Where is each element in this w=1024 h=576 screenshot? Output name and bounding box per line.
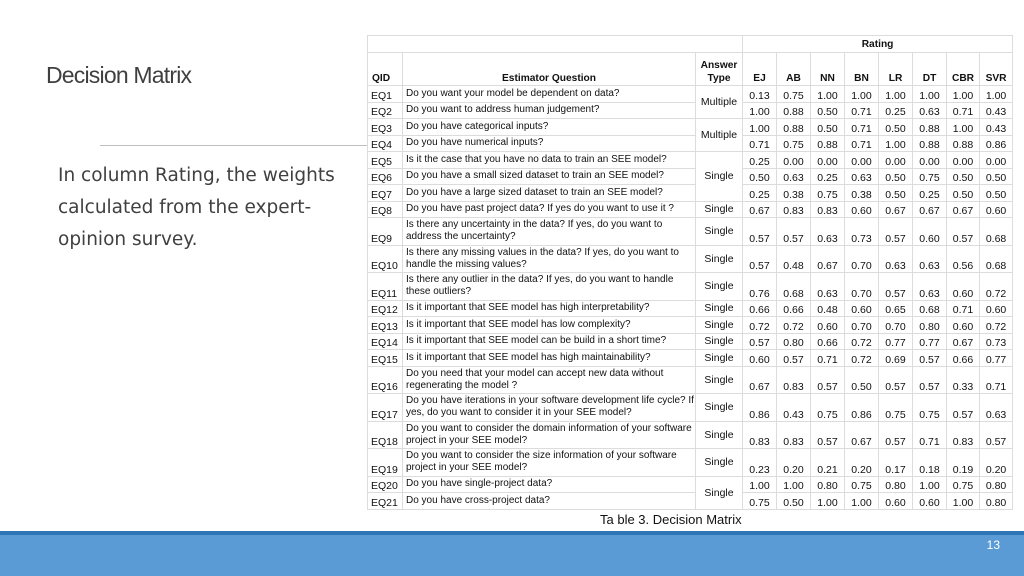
rating-cell: 0.88 bbox=[777, 102, 811, 119]
column-header-bn: BN bbox=[845, 53, 879, 86]
rating-cell: 0.50 bbox=[777, 493, 811, 510]
rating-cell: 0.76 bbox=[743, 273, 777, 301]
rating-cell: 0.88 bbox=[811, 135, 845, 152]
table-row bbox=[368, 185, 1013, 202]
rating-cell: 0.63 bbox=[811, 273, 845, 301]
rating-cell: 0.70 bbox=[845, 245, 879, 273]
rating-cell: 0.60 bbox=[980, 201, 1013, 218]
row-answer-type: Single bbox=[696, 201, 743, 218]
rating-cell: 0.83 bbox=[777, 421, 811, 449]
rating-cell: 0.25 bbox=[743, 185, 777, 202]
rating-cell: 1.00 bbox=[947, 119, 980, 136]
rating-cell: 0.72 bbox=[743, 317, 777, 334]
rating-cell: 0.00 bbox=[777, 152, 811, 169]
table-row bbox=[368, 394, 1013, 422]
column-header-ab: AB bbox=[777, 53, 811, 86]
rating-cell: 0.25 bbox=[879, 102, 913, 119]
rating-cell: 0.00 bbox=[980, 152, 1013, 169]
rating-header-row bbox=[368, 36, 1013, 53]
row-question: Is it the case that you have no data to train an SEE model? bbox=[403, 152, 696, 169]
rating-cell: 0.00 bbox=[879, 152, 913, 169]
rating-cell: 0.80 bbox=[913, 317, 947, 334]
rating-cell: 0.86 bbox=[743, 394, 777, 422]
row-question: Is it important that SEE model can be build in a short time? bbox=[403, 333, 696, 350]
rating-cell: 0.57 bbox=[913, 366, 947, 394]
row-qid: EQ16 bbox=[368, 366, 403, 394]
row-qid: EQ11 bbox=[368, 273, 403, 301]
rating-cell: 0.83 bbox=[947, 421, 980, 449]
row-answer-type: Single bbox=[696, 350, 743, 367]
column-header-estimator-question: Estimator Question bbox=[403, 53, 696, 86]
rating-cell: 0.57 bbox=[913, 350, 947, 367]
rating-cell: 0.80 bbox=[980, 476, 1013, 493]
rating-cell: 0.43 bbox=[777, 394, 811, 422]
rating-cell: 0.77 bbox=[980, 350, 1013, 367]
row-answer-type: Single bbox=[696, 245, 743, 273]
table-caption: Ta ble 3. Decision Matrix bbox=[600, 512, 742, 527]
rating-cell: 0.66 bbox=[777, 300, 811, 317]
rating-cell: 0.21 bbox=[811, 449, 845, 477]
row-question: Do you have a small sized dataset to train an SEE model? bbox=[403, 168, 696, 185]
row-question: Is there any missing values in the data? If yes, do you want to handle the missing values? bbox=[403, 245, 696, 273]
rating-cell: 0.67 bbox=[879, 201, 913, 218]
rating-cell: 0.67 bbox=[743, 201, 777, 218]
footer-band bbox=[0, 531, 1024, 576]
rating-group-header: Rating bbox=[743, 36, 1013, 53]
rating-cell: 1.00 bbox=[811, 493, 845, 510]
table-row bbox=[368, 366, 1013, 394]
rating-cell: 0.13 bbox=[743, 86, 777, 103]
rating-cell: 0.50 bbox=[743, 168, 777, 185]
rating-cell: 0.50 bbox=[845, 366, 879, 394]
row-qid: EQ8 bbox=[368, 201, 403, 218]
rating-cell: 0.57 bbox=[777, 350, 811, 367]
rating-cell: 0.60 bbox=[845, 201, 879, 218]
rating-cell: 0.86 bbox=[845, 394, 879, 422]
rating-cell: 0.80 bbox=[980, 493, 1013, 510]
rating-cell: 0.63 bbox=[879, 245, 913, 273]
rating-cell: 0.67 bbox=[947, 201, 980, 218]
table-row bbox=[368, 119, 1013, 136]
rating-cell: 0.57 bbox=[811, 366, 845, 394]
rating-cell: 0.00 bbox=[947, 152, 980, 169]
column-header-svr: SVR bbox=[980, 53, 1013, 86]
row-question: Do you have cross-project data? bbox=[403, 493, 696, 510]
column-header-lr: LR bbox=[879, 53, 913, 86]
rating-cell: 1.00 bbox=[879, 86, 913, 103]
rating-cell: 0.60 bbox=[913, 218, 947, 246]
rating-cell: 0.70 bbox=[845, 273, 879, 301]
row-answer-type: Multiple bbox=[696, 119, 743, 152]
rating-cell: 1.00 bbox=[743, 119, 777, 136]
rating-cell: 0.75 bbox=[845, 476, 879, 493]
rating-cell: 0.72 bbox=[845, 350, 879, 367]
rating-cell: 0.75 bbox=[743, 493, 777, 510]
rating-cell: 0.00 bbox=[913, 152, 947, 169]
table-row bbox=[368, 476, 1013, 493]
rating-cell: 0.66 bbox=[947, 350, 980, 367]
rating-cell: 0.20 bbox=[845, 449, 879, 477]
rating-cell: 0.88 bbox=[777, 119, 811, 136]
rating-cell: 0.43 bbox=[980, 102, 1013, 119]
rating-cell: 0.00 bbox=[811, 152, 845, 169]
row-answer-type: Single bbox=[696, 476, 743, 509]
row-answer-type: Single bbox=[696, 317, 743, 334]
table-row bbox=[368, 201, 1013, 218]
rating-cell: 0.66 bbox=[811, 333, 845, 350]
rating-cell: 0.50 bbox=[980, 168, 1013, 185]
rating-cell: 1.00 bbox=[777, 476, 811, 493]
rating-cell: 0.60 bbox=[980, 300, 1013, 317]
rating-cell: 0.88 bbox=[947, 135, 980, 152]
rating-cell: 0.88 bbox=[913, 135, 947, 152]
row-qid: EQ10 bbox=[368, 245, 403, 273]
slide-title: Decision Matrix bbox=[46, 62, 192, 88]
rating-cell: 0.72 bbox=[980, 273, 1013, 301]
column-header-ej: EJ bbox=[743, 53, 777, 86]
column-header-qid: QID bbox=[368, 53, 403, 86]
rating-cell: 0.75 bbox=[811, 394, 845, 422]
rating-cell: 1.00 bbox=[743, 476, 777, 493]
rating-cell: 0.33 bbox=[947, 366, 980, 394]
rating-cell: 0.75 bbox=[777, 86, 811, 103]
rating-cell: 0.23 bbox=[743, 449, 777, 477]
row-answer-type: Single bbox=[696, 333, 743, 350]
rating-cell: 0.75 bbox=[777, 135, 811, 152]
row-qid: EQ9 bbox=[368, 218, 403, 246]
rating-cell: 0.57 bbox=[980, 421, 1013, 449]
rating-cell: 0.68 bbox=[980, 245, 1013, 273]
rating-cell: 0.57 bbox=[879, 273, 913, 301]
table-row bbox=[368, 449, 1013, 477]
rating-cell: 0.50 bbox=[947, 185, 980, 202]
table-row bbox=[368, 102, 1013, 119]
row-question: Do you have categorical inputs? bbox=[403, 119, 696, 136]
rating-cell: 0.60 bbox=[743, 350, 777, 367]
table-row bbox=[368, 86, 1013, 103]
row-question: Is it important that SEE model has low complexity? bbox=[403, 317, 696, 334]
rating-cell: 0.50 bbox=[879, 119, 913, 136]
rating-cell: 0.20 bbox=[980, 449, 1013, 477]
row-qid: EQ2 bbox=[368, 102, 403, 119]
rating-cell: 0.77 bbox=[913, 333, 947, 350]
column-header-dt: DT bbox=[913, 53, 947, 86]
rating-cell: 0.68 bbox=[980, 218, 1013, 246]
rating-cell: 0.57 bbox=[947, 218, 980, 246]
rating-cell: 0.83 bbox=[777, 366, 811, 394]
rating-cell: 0.60 bbox=[947, 273, 980, 301]
row-question: Do you want to consider the domain information of your software project in your SEE model? bbox=[403, 421, 696, 449]
rating-cell: 0.80 bbox=[879, 476, 913, 493]
rating-cell: 1.00 bbox=[913, 476, 947, 493]
row-answer-type: Single bbox=[696, 300, 743, 317]
table-row bbox=[368, 218, 1013, 246]
row-question: Do you have single-project data? bbox=[403, 476, 696, 493]
row-answer-type: Single bbox=[696, 421, 743, 449]
row-answer-type: Multiple bbox=[696, 86, 743, 119]
rating-cell: 0.73 bbox=[980, 333, 1013, 350]
rating-cell: 0.43 bbox=[980, 119, 1013, 136]
row-question: Do you want your model be dependent on data? bbox=[403, 86, 696, 103]
rating-cell: 0.71 bbox=[913, 421, 947, 449]
row-question: Is it important that SEE model has high interpretability? bbox=[403, 300, 696, 317]
row-question: Do you want to address human judgement? bbox=[403, 102, 696, 119]
rating-cell: 0.75 bbox=[811, 185, 845, 202]
rating-cell: 0.73 bbox=[845, 218, 879, 246]
row-qid: EQ12 bbox=[368, 300, 403, 317]
rating-cell: 0.67 bbox=[913, 201, 947, 218]
row-qid: EQ21 bbox=[368, 493, 403, 510]
table-row bbox=[368, 168, 1013, 185]
rating-cell: 1.00 bbox=[947, 86, 980, 103]
rating-cell: 0.60 bbox=[811, 317, 845, 334]
column-header-cbr: CBR bbox=[947, 53, 980, 86]
rating-cell: 0.72 bbox=[777, 317, 811, 334]
table-row bbox=[368, 245, 1013, 273]
rating-cell: 0.75 bbox=[913, 394, 947, 422]
rating-cell: 0.56 bbox=[947, 245, 980, 273]
rating-cell: 0.20 bbox=[777, 449, 811, 477]
rating-cell: 0.66 bbox=[743, 300, 777, 317]
rating-cell: 0.68 bbox=[777, 273, 811, 301]
row-question: Do you have numerical inputs? bbox=[403, 135, 696, 152]
rating-cell: 0.18 bbox=[913, 449, 947, 477]
table-row bbox=[368, 300, 1013, 317]
rating-cell: 0.75 bbox=[913, 168, 947, 185]
rating-cell: 0.50 bbox=[811, 119, 845, 136]
rating-cell: 0.50 bbox=[879, 168, 913, 185]
rating-cell: 0.71 bbox=[845, 102, 879, 119]
rating-cell: 0.71 bbox=[811, 350, 845, 367]
row-qid: EQ7 bbox=[368, 185, 403, 202]
rating-cell: 0.48 bbox=[777, 245, 811, 273]
row-qid: EQ13 bbox=[368, 317, 403, 334]
row-answer-type: Single bbox=[696, 218, 743, 246]
rating-cell: 0.70 bbox=[879, 317, 913, 334]
rating-cell: 1.00 bbox=[947, 493, 980, 510]
rating-cell: 0.63 bbox=[913, 245, 947, 273]
row-question: Do you have past project data? If yes do you want to use it ? bbox=[403, 201, 696, 218]
column-header-answer-type: Answer Type bbox=[696, 53, 743, 86]
table-row bbox=[368, 333, 1013, 350]
row-qid: EQ14 bbox=[368, 333, 403, 350]
table-row bbox=[368, 152, 1013, 169]
rating-cell: 0.17 bbox=[879, 449, 913, 477]
rating-cell: 0.71 bbox=[845, 135, 879, 152]
row-qid: EQ15 bbox=[368, 350, 403, 367]
footer-accent-line bbox=[0, 531, 1024, 535]
rating-cell: 0.63 bbox=[811, 218, 845, 246]
row-answer-type: Single bbox=[696, 273, 743, 301]
row-qid: EQ1 bbox=[368, 86, 403, 103]
rating-cell: 0.72 bbox=[980, 317, 1013, 334]
rating-cell: 0.86 bbox=[980, 135, 1013, 152]
rating-cell: 0.83 bbox=[777, 201, 811, 218]
row-answer-type: Single bbox=[696, 449, 743, 477]
row-question: Is there any outlier in the data? If yes, do you want to handle these outliers? bbox=[403, 273, 696, 301]
rating-cell: 0.63 bbox=[913, 273, 947, 301]
row-answer-type: Single bbox=[696, 394, 743, 422]
row-question: Do you want to consider the size information of your software project in your SEE model? bbox=[403, 449, 696, 477]
column-header-row bbox=[368, 53, 1013, 86]
rating-cell: 1.00 bbox=[845, 86, 879, 103]
rating-cell: 0.77 bbox=[879, 333, 913, 350]
rating-cell: 0.71 bbox=[947, 300, 980, 317]
title-divider bbox=[100, 145, 368, 146]
rating-cell: 0.71 bbox=[743, 135, 777, 152]
rating-cell: 0.57 bbox=[777, 218, 811, 246]
page-number: 13 bbox=[986, 538, 1000, 552]
rating-cell: 1.00 bbox=[811, 86, 845, 103]
rating-cell: 0.50 bbox=[980, 185, 1013, 202]
rating-cell: 0.67 bbox=[811, 245, 845, 273]
rating-cell: 0.38 bbox=[845, 185, 879, 202]
row-qid: EQ17 bbox=[368, 394, 403, 422]
rating-cell: 0.65 bbox=[879, 300, 913, 317]
rating-cell: 0.57 bbox=[879, 218, 913, 246]
rating-cell: 0.57 bbox=[947, 394, 980, 422]
rating-cell: 0.57 bbox=[811, 421, 845, 449]
row-answer-type: Single bbox=[696, 152, 743, 202]
rating-cell: 0.57 bbox=[879, 421, 913, 449]
column-header-nn: NN bbox=[811, 53, 845, 86]
rating-cell: 0.67 bbox=[743, 366, 777, 394]
rating-cell: 0.63 bbox=[913, 102, 947, 119]
table-row bbox=[368, 493, 1013, 510]
rating-cell: 0.57 bbox=[743, 333, 777, 350]
header-spacer bbox=[368, 36, 743, 53]
rating-cell: 0.63 bbox=[980, 394, 1013, 422]
row-qid: EQ4 bbox=[368, 135, 403, 152]
rating-cell: 0.50 bbox=[811, 102, 845, 119]
rating-cell: 0.70 bbox=[845, 317, 879, 334]
rating-cell: 0.60 bbox=[947, 317, 980, 334]
row-question: Is there any uncertainty in the data? If yes, do you want to address the uncertainty? bbox=[403, 218, 696, 246]
rating-cell: 1.00 bbox=[980, 86, 1013, 103]
rating-cell: 0.50 bbox=[947, 168, 980, 185]
rating-cell: 0.25 bbox=[913, 185, 947, 202]
rating-cell: 0.57 bbox=[743, 245, 777, 273]
row-qid: EQ19 bbox=[368, 449, 403, 477]
rating-cell: 0.19 bbox=[947, 449, 980, 477]
table-row bbox=[368, 135, 1013, 152]
table-row bbox=[368, 317, 1013, 334]
rating-cell: 0.69 bbox=[879, 350, 913, 367]
rating-cell: 1.00 bbox=[913, 86, 947, 103]
rating-cell: 0.57 bbox=[743, 218, 777, 246]
table-row bbox=[368, 350, 1013, 367]
rating-cell: 0.50 bbox=[879, 185, 913, 202]
rating-cell: 1.00 bbox=[879, 135, 913, 152]
rating-cell: 0.57 bbox=[879, 366, 913, 394]
rating-cell: 0.72 bbox=[845, 333, 879, 350]
rating-cell: 0.00 bbox=[845, 152, 879, 169]
rating-cell: 1.00 bbox=[845, 493, 879, 510]
table-row bbox=[368, 273, 1013, 301]
rating-cell: 0.83 bbox=[743, 421, 777, 449]
row-qid: EQ5 bbox=[368, 152, 403, 169]
rating-cell: 0.71 bbox=[980, 366, 1013, 394]
rating-cell: 0.67 bbox=[947, 333, 980, 350]
rating-cell: 0.60 bbox=[879, 493, 913, 510]
rating-cell: 0.63 bbox=[777, 168, 811, 185]
rating-cell: 0.25 bbox=[743, 152, 777, 169]
rating-cell: 0.63 bbox=[845, 168, 879, 185]
rating-cell: 0.48 bbox=[811, 300, 845, 317]
row-question: Do you have iterations in your software development life cycle? If yes, do you want to consider it in your SEE model? bbox=[403, 394, 696, 422]
table-row bbox=[368, 421, 1013, 449]
rating-cell: 0.80 bbox=[811, 476, 845, 493]
rating-cell: 0.83 bbox=[811, 201, 845, 218]
row-question: Is it important that SEE model has high maintainability? bbox=[403, 350, 696, 367]
row-qid: EQ18 bbox=[368, 421, 403, 449]
decision-matrix bbox=[367, 35, 1013, 510]
rating-cell: 0.67 bbox=[845, 421, 879, 449]
rating-cell: 0.60 bbox=[913, 493, 947, 510]
rating-cell: 0.88 bbox=[913, 119, 947, 136]
row-answer-type: Single bbox=[696, 366, 743, 394]
row-qid: EQ20 bbox=[368, 476, 403, 493]
rating-cell: 0.25 bbox=[811, 168, 845, 185]
row-qid: EQ6 bbox=[368, 168, 403, 185]
rating-cell: 0.38 bbox=[777, 185, 811, 202]
rating-cell: 0.71 bbox=[845, 119, 879, 136]
rating-cell: 0.60 bbox=[845, 300, 879, 317]
row-question: Do you have a large sized dataset to train an SEE model? bbox=[403, 185, 696, 202]
rating-cell: 0.68 bbox=[913, 300, 947, 317]
rating-cell: 0.75 bbox=[947, 476, 980, 493]
decision-matrix-table bbox=[367, 35, 1012, 509]
rating-cell: 0.71 bbox=[947, 102, 980, 119]
body-text: In column Rating, the weights calculated from the expert-opinion survey. bbox=[58, 165, 335, 250]
rating-cell: 1.00 bbox=[743, 102, 777, 119]
row-question: Do you need that your model can accept new data without regenerating the model ? bbox=[403, 366, 696, 394]
rating-cell: 0.80 bbox=[777, 333, 811, 350]
rating-cell: 0.75 bbox=[879, 394, 913, 422]
row-qid: EQ3 bbox=[368, 119, 403, 136]
